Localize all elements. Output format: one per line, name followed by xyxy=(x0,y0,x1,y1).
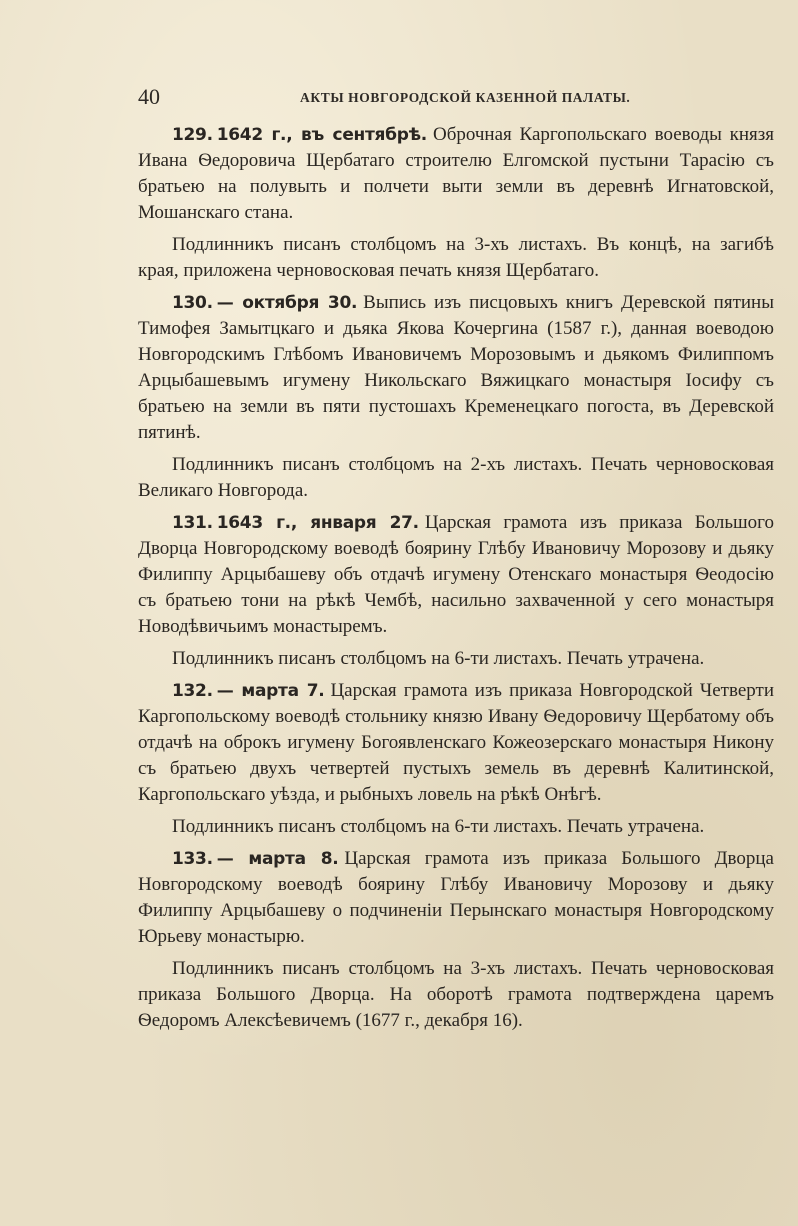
entry-heading xyxy=(172,293,363,313)
entry-heading xyxy=(172,125,433,145)
entry-date: — марта 8. xyxy=(216,849,339,869)
entry-note: Подлинникъ писанъ столбцомъ на 2-хъ листахъ. Печать черновосковая Великаго Новгорода. xyxy=(138,454,774,501)
entry-heading xyxy=(172,681,330,701)
entry-note: Подлинникъ писанъ столбцомъ на 3-хъ листахъ. Печать черновосковая приказа Большого Дворца. На оборотѣ грамота подтверждена царемъ Ѳедоромъ Алексѣевичемъ (1677 г., декабря 16). xyxy=(138,958,774,1031)
entry-text xyxy=(138,290,774,446)
entry-body: Царская грамота изъ приказа Большого Дворца Новгородскому воеводѣ боярину Глѣбу Ивановичу Морозову и дьяку Филиппу Арцыбашеву объ отдачѣ игумену Отенскаго монастыря Ѳеодосію съ братьею тони на рѣкѣ Чембѣ, насильно захваченной у сего монастыря Новодѣвичьимъ монастыремъ. xyxy=(138,512,774,637)
entry-note: Подлинникъ писанъ столбцомъ на 6-ти листахъ. Печать утрачена. xyxy=(172,816,705,837)
entry-132 xyxy=(138,678,774,840)
entry-text xyxy=(138,678,774,808)
running-title: АКТЫ НОВГОРОДСКОЙ КАЗЕННОЙ ПАЛАТЫ. xyxy=(300,90,631,105)
entry-133 xyxy=(138,846,774,1034)
entry-130 xyxy=(138,290,774,504)
document-page xyxy=(138,78,774,1034)
entry-body: Оброчная Каргопольскаго воеводы князя Ивана Ѳедоровича Щербатаго строителю Елгомской пустыни Тарасію съ братьею на полувыть и полчети выти земли въ деревнѣ Игнатовской, Мошанскаго стана. xyxy=(138,124,775,223)
entry-date: 1643 г., января 27. xyxy=(216,513,419,533)
entry-number: 129. xyxy=(172,125,213,145)
entry-body: Выпись изъ писцовыхъ книгъ Деревской пятины Тимофея Замытцкаго и дьяка Якова Кочергина (1587 г.), данная воеводою Новгородскимъ Глѣбомъ Ивановичемъ Морозовымъ и дьякомъ Филиппомъ Арцыбашевымъ игумену Никольскаго Вяжицкаго монастыря Іосифу съ братьею на земли въ пяти пустошахъ Кременецкаго погоста, въ Деревской пятинѣ. xyxy=(138,292,774,443)
entry-text xyxy=(138,122,774,226)
entry-number: 132. xyxy=(172,681,213,701)
entry-text xyxy=(138,846,774,950)
entry-text xyxy=(138,510,774,640)
entry-date: 1642 г., въ сентябрѣ. xyxy=(216,125,427,145)
entry-number: 133. xyxy=(172,849,213,869)
entry-129 xyxy=(138,122,774,284)
entry-body: Царская грамота изъ приказа Новгородской Четверти Каргопольскому воеводѣ стольнику князю Ивану Ѳедоровичу Щербатому объ отдачѣ на оброкъ игумену Богоявленскаго Кожеозерскаго монастыря Никону съ братьею двухъ четвертей пустыхъ земель въ деревнѣ Калитинской, Каргопольскаго уѣзда, и рыбныхъ ловель на рѣкѣ Онѣгѣ. xyxy=(138,680,774,805)
entry-heading xyxy=(172,513,425,533)
entry-number: 130. xyxy=(172,293,213,313)
entry-date: — марта 7. xyxy=(216,681,325,701)
entry-heading xyxy=(172,849,344,869)
entry-131 xyxy=(138,510,774,672)
running-head xyxy=(138,78,774,112)
entry-body: Царская грамота изъ приказа Большого Дворца Новгородскому воеводѣ боярину Глѣбу Ивановичу Морозову и дьяку Филиппу Арцыбашеву о подчиненіи Перынскаго монастыря Новгородскому Юрьеву монастырю. xyxy=(138,848,774,947)
entry-note: Подлинникъ писанъ столбцомъ на 3-хъ листахъ. Въ концѣ, на загибѣ края, приложена черновосковая печать князя Щербатаго. xyxy=(138,234,774,281)
entries-list xyxy=(138,122,774,1034)
entry-number: 131. xyxy=(172,513,213,533)
page-number: 40 xyxy=(138,84,160,109)
entry-date: — октября 30. xyxy=(216,293,358,313)
entry-note: Подлинникъ писанъ столбцомъ на 6-ти листахъ. Печать утрачена. xyxy=(172,648,705,669)
